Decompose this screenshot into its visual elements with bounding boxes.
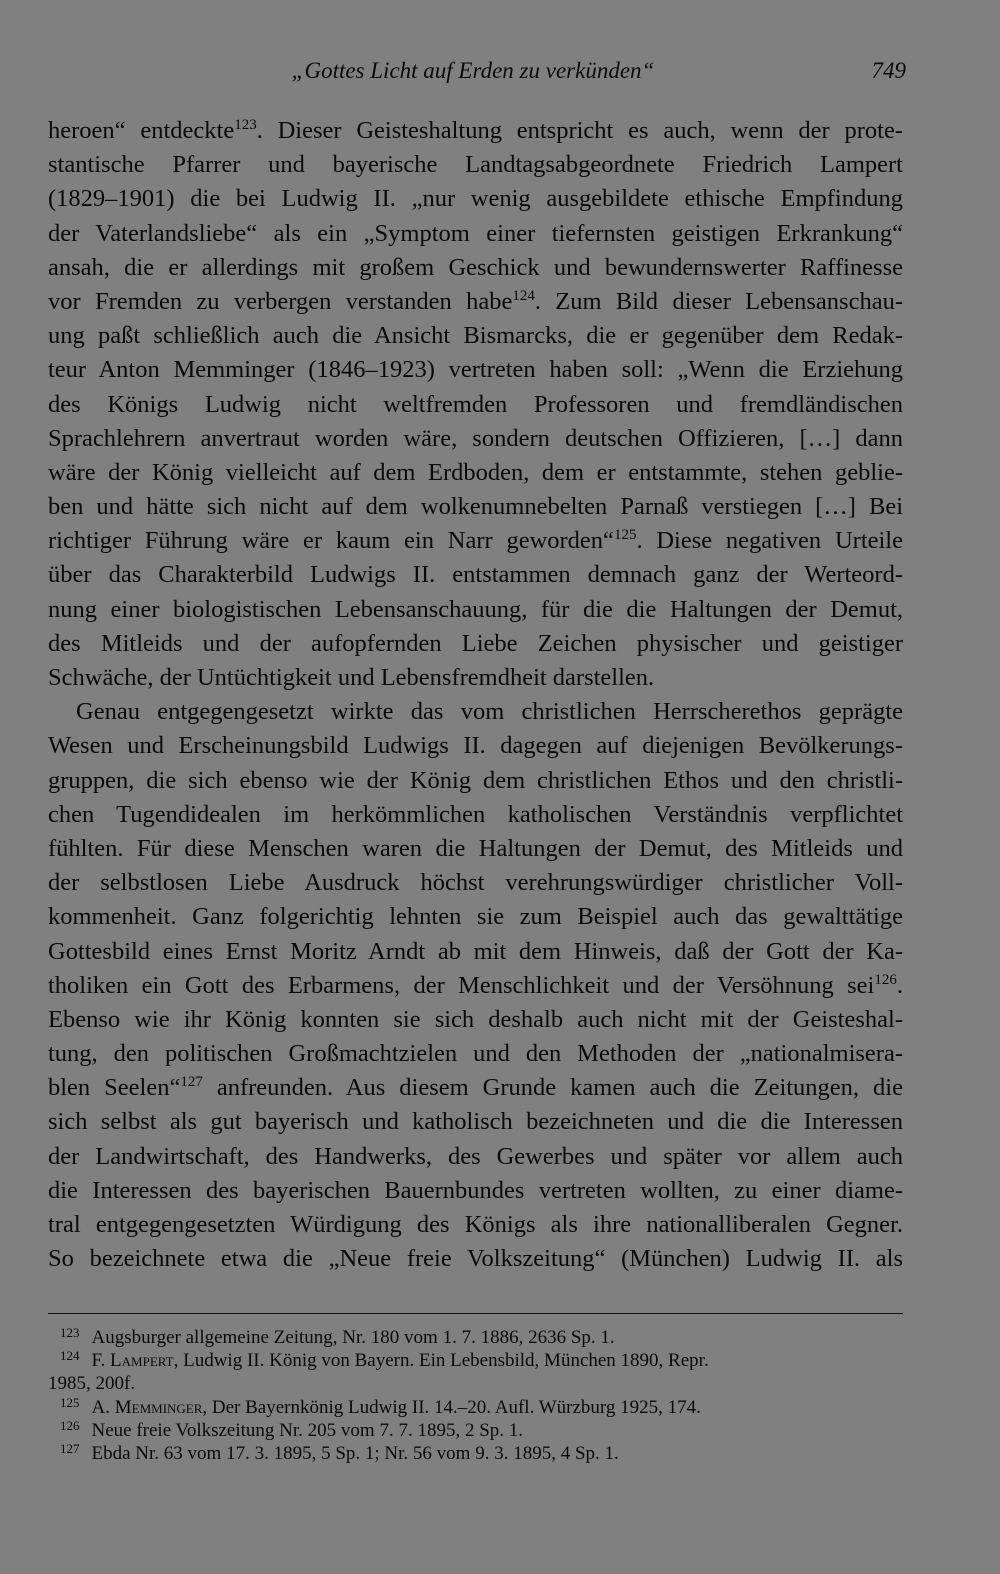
text-line: der Landwirtschaft, des Handwerks, des Gewerbes und später vor allem auch: [48, 1142, 903, 1170]
text-line: der selbstlosen Liebe Ausdruck höchst verehrungswürdiger christlicher Voll-: [48, 869, 903, 897]
text-line: kommenheit. Ganz folgerichtig lehnten sie zum Beispiel auch das gewalttätige: [48, 903, 903, 931]
text-line: chen Tugendidealen im herkömmlichen katholischen Verständnis verpflichtet: [48, 800, 903, 828]
main-text: [48, 114, 903, 1276]
footnote-divider: [48, 1313, 903, 1314]
text-line: des Königs Ludwig nicht weltfremden Professoren und fremdländischen: [48, 390, 903, 418]
footnote-125: [48, 1396, 903, 1419]
text-line: tral entgegengesetzten Würdigung des Königs als ihre nationalliberalen Gegner.: [48, 1211, 903, 1238]
author-initial: A.: [91, 1396, 115, 1418]
text-line: Wesen und Erscheinungsbild Ludwigs II. dagegen auf diejenigen Bevölkerungs-: [48, 732, 903, 760]
footnote-ref-126: 126: [874, 971, 897, 988]
text-span: anfreunden. Aus diesem Grunde kamen auch die Zeitungen, die: [202, 1074, 903, 1102]
text-line: [48, 969, 903, 1003]
footnote-124-continuation: 1985, 200f.: [48, 1373, 136, 1395]
text-line: teur Anton Memminger (1846–1923) vertreten haben soll: „Wenn die Erziehung: [48, 356, 903, 384]
footnote-number: 125: [60, 1394, 80, 1410]
footnote-text: Augsburger allgemeine Zeitung, Nr. 180 vom 1. 7. 1886, 2636 Sp. 1.: [91, 1327, 615, 1348]
running-title: „Gottes Licht auf Erden zu verkünden“: [291, 58, 655, 83]
text-line: (1829–1901) die bei Ludwig II. „nur wenig ausgebildete ethische Empfindung: [48, 185, 903, 213]
footnote-127: [48, 1442, 903, 1465]
footnote-text: , Ludwig II. König von Bayern. Ein Lebensbild, München 1890, Repr.: [173, 1350, 709, 1372]
footnote-number: 123: [60, 1325, 80, 1340]
text-line: wäre der König vielleicht auf dem Erdboden, dem er entstammte, stehen geblie-: [48, 458, 903, 486]
footnote-126: [48, 1419, 903, 1442]
running-header: [0, 58, 1000, 94]
text-line: Gottesbild eines Ernst Moritz Arndt ab mit dem Hinweis, daß der Gott der Ka-: [48, 937, 903, 965]
footnote-ref-127: 127: [180, 1074, 203, 1091]
footnote-text: Ebda Nr. 63 vom 17. 3. 1895, 5 Sp. 1; Nr. 56 vom 9. 3. 1895, 4 Sp. 1.: [91, 1442, 619, 1464]
text-line: [48, 285, 903, 319]
text-line: gruppen, die sich ebenso wie der König dem christlichen Ethos und den christli-: [48, 766, 903, 794]
footnote-ref-124: 124: [512, 287, 535, 304]
footnotes: [48, 1326, 903, 1465]
paragraph-1: [48, 114, 903, 695]
author-name: Memminger: [114, 1396, 203, 1418]
text-line: nung einer biologistischen Lebensanschauung, für die die Haltungen der Demut,: [48, 595, 903, 623]
page-number: 749: [871, 58, 906, 83]
text-span: blen Seelen“: [48, 1074, 181, 1102]
text-line: sich selbst als gut bayerisch und katholisch bezeichneten und die die Interessen: [48, 1108, 903, 1136]
footnote-123: [48, 1326, 903, 1349]
author-name: Lampert: [110, 1350, 174, 1372]
text-line: Genau entgegengesetzt wirkte das vom christlichen Herrscherethos geprägte: [76, 698, 903, 726]
text-line: ung paßt schließlich auch die Ansicht Bismarcks, die er gegenüber dem Redak-: [48, 322, 903, 350]
footnote-124: [48, 1349, 903, 1372]
text-span: . Dieser Geisteshaltung entspricht es auch, wenn der prote-: [256, 117, 903, 144]
text-span: . Zum Bild dieser Lebensanschau-: [534, 287, 904, 315]
footnote-ref-125: 125: [613, 527, 637, 544]
text-span: heroen“ entdeckte: [48, 117, 235, 144]
text-line: Sprachlehrern anvertraut worden wäre, sondern deutschen Offizieren, […] dann: [48, 424, 903, 452]
text-span: tholiken ein Gott des Erbarmens, der Menschlichkeit und der Versöhnung sei: [48, 971, 875, 999]
text-line: der Vaterlandsliebe“ als ein „Symptom einer tiefernsten geistigen Erkrankung“: [48, 219, 903, 247]
footnote-text: , Der Bayernkönig Ludwig II. 14.–20. Aufl. Würzburg 1925, 174.: [202, 1396, 701, 1418]
footnote-number: 126: [60, 1417, 80, 1433]
text-line: So bezeichnete etwa die „Neue freie Volkszeitung“ (München) Ludwig II. als: [48, 1245, 903, 1273]
text-line: tung, den politischen Großmachtzielen und den Methoden der „nationalmisera-: [48, 1040, 903, 1068]
text-line: ben und hätte sich nicht auf dem wolkenumnebelten Parnaß verstiegen […] Bei: [48, 493, 903, 521]
author-initial: F.: [91, 1350, 111, 1372]
footnote-text: Neue freie Volkszeitung Nr. 205 vom 7. 7. 1895, 2 Sp. 1.: [91, 1419, 524, 1441]
text-line: Schwäche, der Untüchtigkeit und Lebensfremdheit darstellen.: [48, 664, 655, 691]
text-line: fühlten. Für diese Menschen waren die Haltungen der Demut, des Mitleids und: [48, 834, 903, 862]
text-span: . Diese negativen Urteile: [636, 527, 903, 555]
footnote-number: 124: [60, 1348, 80, 1364]
text-line: [48, 114, 903, 148]
text-line: ansah, die er allerdings mit großem Geschick und bewundernswerter Raffinesse: [48, 253, 903, 281]
text-line: Ebenso wie ihr König konnten sie sich deshalb auch nicht mit der Geisteshal-: [48, 1005, 903, 1033]
text-span: .: [896, 971, 903, 999]
text-line: über das Charakterbild Ludwigs II. entstammen demnach ganz der Werteord-: [48, 561, 903, 589]
text-line: die Interessen des bayerischen Bauernbundes vertreten wollten, zu einer diame-: [48, 1176, 903, 1204]
footnote-ref-123: 123: [234, 117, 257, 133]
text-span: vor Fremden zu verbergen verstanden habe: [48, 287, 513, 315]
footnote-number: 127: [60, 1440, 80, 1456]
paragraph-2: [48, 695, 903, 1276]
text-line: [48, 524, 903, 558]
text-line: stantische Pfarrer und bayerische Landtagsabgeordnete Friedrich Lampert: [48, 151, 903, 179]
text-span: richtiger Führung wäre er kaum ein Narr geworden“: [48, 527, 614, 555]
text-line: des Mitleids und der aufopfernden Liebe Zeichen physischer und geistiger: [48, 629, 903, 657]
text-line: [48, 1071, 903, 1105]
